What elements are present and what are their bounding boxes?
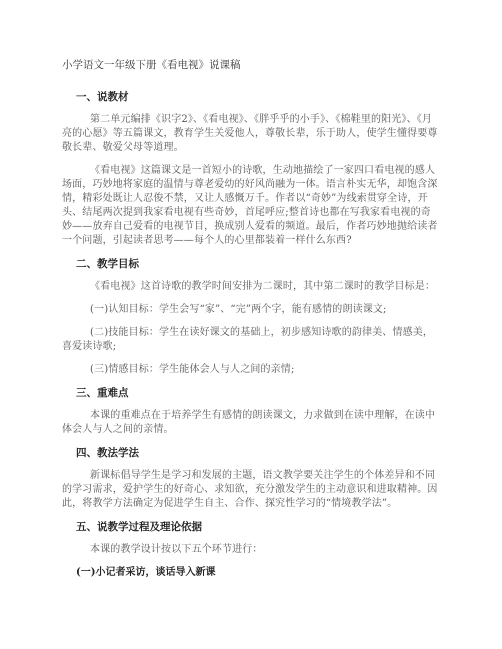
- paragraph: (三)情感目标：学生能体会人与人之间的亲情;: [90, 364, 295, 375]
- document-title: 小学语文一年级下册《看电视》说课稿: [62, 59, 241, 71]
- sub-heading: (一)小记者采访，谈话导入新课: [76, 567, 216, 578]
- section-teaching-material: [62, 90, 440, 248]
- section-teaching-methods: [62, 446, 440, 511]
- paragraph: 《看电视》这篇课文是一首短小的诗歌，生动地描绘了一家四口看电视的感人场面，巧妙地将家庭的温情与尊老爱幼的好风尚融为一体。语言朴实无华，却饱含深情，精彩处既让人忍俊不禁，又让人感慨万千。作者以“奇妙”为线索贯穿全诗，开头、结尾两次提到我家看电视有些奇妙，首尾呼应;整首诗也都在写我家看电视的奇妙——放弃自己爱看的电视节目，换成别人爱看的频道。最后，作者巧妙地抛给读者一个问题，引起读者思考——每个人的心里都装着一样什么东西?: [62, 165, 438, 246]
- paragraph: (一)认知目标：学生会写“家”、“完”两个字，能有感情的朗读课文;: [90, 304, 387, 315]
- paragraph: 新课标倡导学生是学习和发展的主题，语文教学要关注学生的个体差异和不同的学习需求，爱护学生的好奇心、求知欲，充分激发学生的主动意识和进取精神。因此，将教学方法确定为促进学生自主、合作、探究性学习的“情境教学法”。: [62, 470, 438, 509]
- paragraph: 第二单元编排《识字2》、《看电视》、《胖乎乎的小手》、《棉鞋里的阳光》、《月亮的心愿》等五篇课文，教育学生关爱他人，尊敬长辈，乐于助人，使学生懂得要尊敬长辈、敬爱父母等道理。: [62, 114, 438, 153]
- section-key-points: [62, 386, 440, 437]
- section-heading: 四、教法学法: [76, 447, 139, 459]
- paragraph: 本课的重难点在于培养学生有感情的朗读课文，力求做到在读中理解，在读中体会人与人之间的亲情。: [62, 410, 436, 435]
- section-heading: 二、教学目标: [76, 258, 139, 270]
- section-heading: 三、重难点: [76, 387, 129, 399]
- paragraph: 本课的教学设计按以下五个环节进行：: [90, 544, 263, 555]
- paragraph: (二)技能目标：学生在读好课文的基础上，初步感知诗歌的韵律美、情感美，喜爱读诗歌;: [62, 327, 434, 352]
- section-teaching-process: [62, 520, 440, 580]
- paragraph: 《看电视》这首诗歌的教学时间安排为二课时，其中第二课时的教学目标是：: [90, 281, 436, 292]
- section-teaching-goals: [62, 257, 440, 377]
- section-heading: 一、说教材: [76, 91, 129, 103]
- section-heading: 五、说教学过程及理论依据: [76, 521, 202, 533]
